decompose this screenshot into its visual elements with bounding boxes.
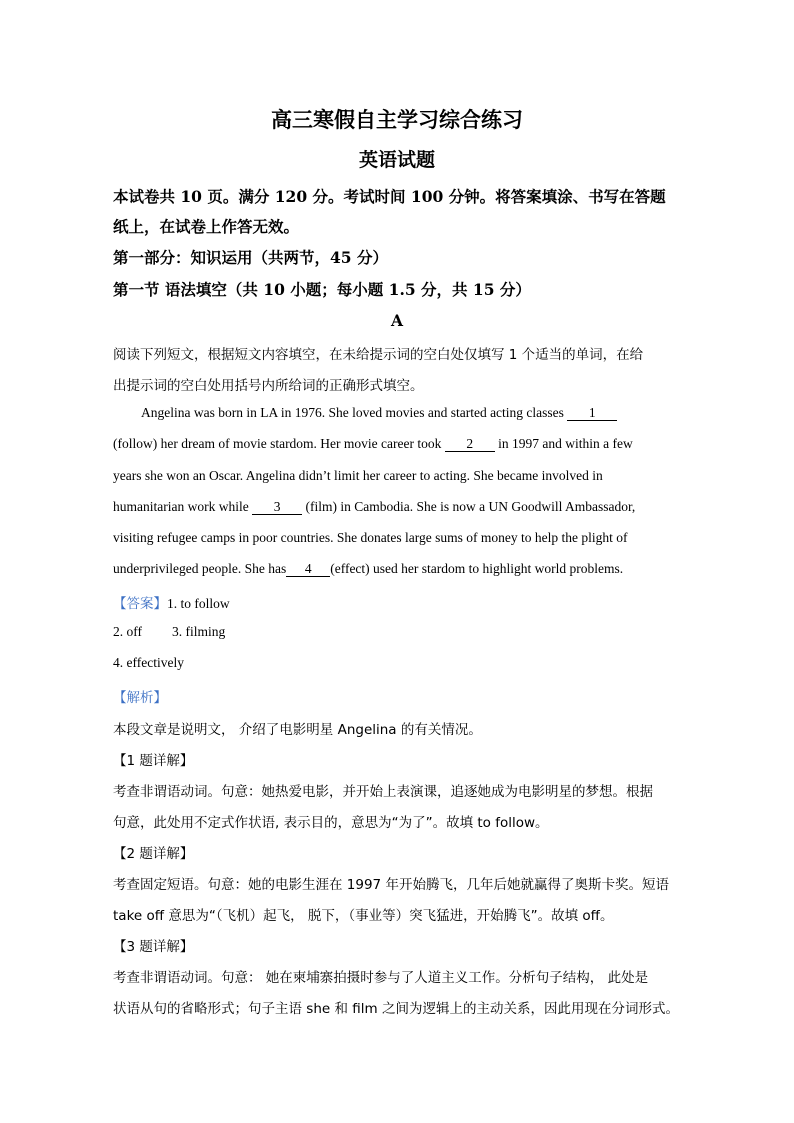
answer-tag: 【答案】 [113, 596, 167, 612]
answer-line-2 [113, 624, 685, 640]
passage-text: (effect) used her stardom to highlight world problems. [330, 561, 624, 576]
q3-explanation-1: 考查非谓语动词。句意： 她在柬埔寨拍摄时参与了人道主义工作。分析句子结构， 此处是 [113, 970, 649, 986]
answer-4: 4. effectively [113, 655, 184, 670]
q2-explanation-2: take off 意思为“（飞机）起飞， 脱下，（事业等）突飞猛进，开始腾飞”。故填 off。 [113, 908, 614, 924]
passage-line-5: visiting refugee camps in poor countries. She donates large sums of money to help the plight of [113, 530, 628, 545]
q2-explanation-1: 考查固定短语。句意：她的电影生涯在 1997 年开始腾飞，几年后她就赢得了奥斯卡奖。短语 [113, 877, 669, 893]
q1-explanation-1: 考查非谓语动词。句意：她热爱电影，并开始上表演课，追逐她成为电影明星的梦想。根据 [113, 784, 653, 800]
passage-text: underprivileged people. She has [113, 561, 287, 576]
instructions-line-1: 本试卷共 10 页。满分 120 分。考试时间 100 分钟。将答案填涂、书写在答题 [113, 187, 666, 206]
passage-line-6 [113, 561, 685, 577]
answer-3: 3. filming [172, 624, 226, 639]
section-one-heading: 第一节 语法填空（共 10 小题；每小题 1.5 分，共 15 分） [113, 280, 531, 299]
directions-line-2: 出提示词的空白处用括号内所给词的正确形式填空。 [113, 378, 424, 394]
blank-2: 2 [445, 437, 495, 452]
passage-label: A [390, 311, 404, 330]
q1-explanation-2: 句意，此处用不定式作状语, 表示目的，意思为“为了”。故填 to follow。 [113, 815, 549, 831]
answer-2: 2. off [113, 624, 142, 639]
directions-line-1: 阅读下列短文，根据短文内容填空，在未给提示词的空白处仅填写 1 个适当的单词，在给 [113, 347, 644, 363]
analysis-tag: 【解析】 [113, 690, 167, 706]
analysis-summary: 本段文章是说明文， 介绍了电影明星 Angelina 的有关情况。 [113, 722, 482, 738]
q3-heading: 【3 题详解】 [113, 939, 194, 955]
passage-line-2 [113, 436, 685, 452]
answer-1: 1. to follow [167, 596, 230, 611]
q2-heading: 【2 题详解】 [113, 846, 194, 862]
passage-line-1 [113, 405, 685, 421]
part-one-heading: 第一部分：知识运用（共两节，45 分） [113, 248, 388, 267]
passage-line-3: years she won an Oscar. Angelina didn’t limit her career to acting. She became involved in [113, 468, 603, 483]
q1-heading: 【1 题详解】 [113, 753, 194, 769]
blank-3: 3 [252, 500, 302, 515]
exam-title: 高三寒假自主学习综合练习 [271, 107, 523, 132]
q3-explanation-2: 状语从句的省略形式；句子主语 she 和 film 之间为逻辑上的主动关系，因此用现在分词形式。 [113, 1001, 679, 1017]
passage-line-4 [113, 499, 685, 515]
passage-text: Angelina was born in LA in 1976. She loved movies and started acting classes [141, 405, 568, 420]
blank-4: 4 [286, 562, 330, 577]
passage-text: (film) in Cambodia. She is now a UN Goodwill Ambassador, [302, 499, 636, 514]
passage-text: in 1997 and within a few [494, 436, 633, 451]
passage-text: humanitarian work while [113, 499, 253, 514]
answer-line-1 [113, 592, 685, 612]
instructions-line-2: 纸上，在试卷上作答无效。 [113, 217, 300, 236]
blank-1: 1 [567, 406, 617, 421]
passage-text: (follow) her dream of movie stardom. Her movie career took [113, 436, 445, 451]
subject-title: 英语试题 [358, 149, 435, 171]
